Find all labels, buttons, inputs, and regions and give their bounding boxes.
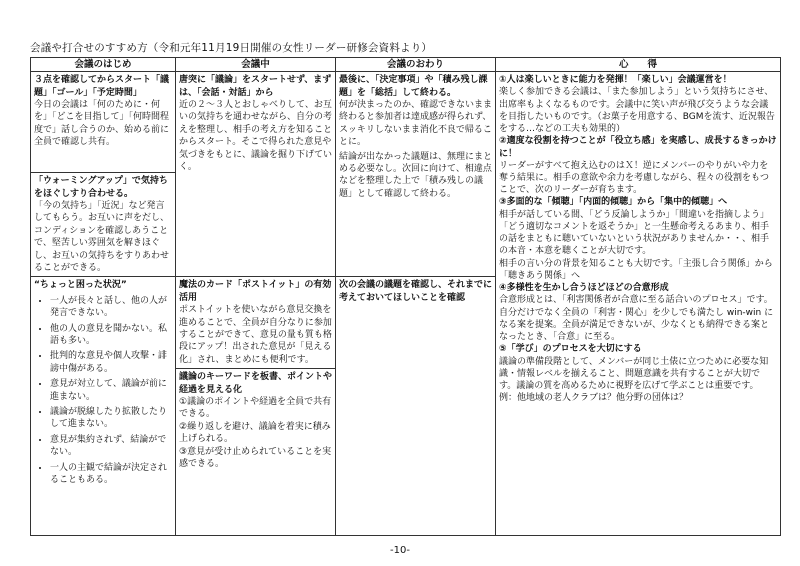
- mindset-section-5: [499, 343, 777, 404]
- trouble-item: • 一人が長々と話し、他の人が発言できない。: [50, 295, 172, 320]
- col2-block2-heading: 魔法のカード「ポストイット」の有効活用: [179, 280, 332, 303]
- page-number: -10-: [390, 545, 410, 556]
- col3-block1-body: 何が決まったのか、確認できないまま終わると参加者は達成感が得られず、スッキリしないまま消化不良で帰ることに。: [339, 99, 493, 148]
- col3-cell-summary: [336, 72, 496, 277]
- trouble-item: • 議論が脱線したり拡散したりして進まない。: [50, 406, 172, 431]
- mindset-section-3-body: 相手が話している間、「どう反論しようか」「間違いを指摘しよう」「どう適切なコメントを返そうか」と一生懸命考えるあまり、相手の話をまともに聴いていないという状況がありませんか・・、相手の本音・本意を聴くことが大切です。: [499, 209, 770, 257]
- trouble-item: • 批判的な意見や個人攻撃・誹謗中傷がある。: [50, 350, 172, 375]
- col1-cell-trouble: [31, 277, 176, 536]
- mindset-section-4-body: 合意形成とは、「利害関係者が合意に至る話合いのプロセス」です。自分だけでなく全員の「利害・関心」を少しでも満たし win-win になる案を提案。全員が満足できないが、少なくとも納得できる案となったとき、「合意」に至る。: [499, 295, 774, 343]
- mindset-section-2: [499, 135, 777, 196]
- col2-block3-item-2: ②繰り返しを避け、議論を着実に積み上げられる。: [179, 421, 331, 445]
- trouble-list: [34, 295, 172, 487]
- col2-block3-item-3: ③意見が受け止められていることを実感できる。: [179, 446, 332, 470]
- col2-block3-heading: 議論のキーワードを板書、ポイントや経過を見える化: [179, 372, 333, 395]
- mindset-section-2-heading: ②適度な役割を持つことが「役立ち感」を実感し、成長するきっかけに！: [499, 136, 777, 159]
- meeting-guide-table: [30, 57, 781, 536]
- col2-block1-heading: 唐突に「議論」をスタートせず、まずは、「会話・対話」から: [179, 75, 332, 98]
- mindset-section-5-body2: 例：他地域の老人クラブは？他分野の団体は？: [499, 393, 689, 404]
- mindset-section-3-body2: 相手の言い分の背景を知ることも大切です。「主張し合う関係」から「聴きあう関係」へ: [499, 258, 773, 281]
- col1-cell-checkpoints: [31, 72, 176, 173]
- mindset-section-5-body: 議論の準備段階として、メンバーが同じ土俵に立つために必要な知識・情報レベルを揃えること、問題意識を共有することが大切です。議論の質を高めるために視野を広げて学ぶことは重要です。: [499, 356, 769, 391]
- col3-block1-heading: 最後に、「決定事項」や「積み残し課題」を「総括」して終わる。: [339, 75, 488, 98]
- header-meeting-start: 会議のはじめ: [31, 58, 176, 72]
- document-title: 会議や打合せのすすめ方（令和元年11月19日開催の女性リーダー研修会資料より）: [30, 42, 433, 54]
- trouble-item: • 一人の主観で結論が決定されることもある。: [50, 462, 172, 487]
- trouble-item: • 他の人の意見を聞かない。私語も多い。: [50, 323, 172, 348]
- mindset-section-3-heading: ③多面的な「傾聴」「内面的傾聴」から「集中的傾聴」へ: [499, 197, 728, 208]
- col2-cell-board: [176, 369, 336, 536]
- mindset-section-1: [499, 74, 777, 135]
- col1-cell-warmup: [31, 173, 176, 277]
- mindset-section-2-body: リーダーがすべて抱え込むのはＸ！逆にメンバーのやりがいや力を奪う結果に。相手の意欲や余力を考慮しながら、程々の役割をもつことで、次のリーダーが育ちます。: [499, 160, 770, 196]
- mindset-section-1-body: 楽しく参加できる会議は、「また参加しよう」という気持ちにさせ、出席率もよくなるものです。会議中に笑い声が飛び交うような会議を目指したいものです。（お菓子を用意する、BGMを流す、近況報告をする…などの工夫も効果的）: [499, 87, 775, 135]
- col4-cell-mindset: [496, 72, 781, 536]
- col3-block2-heading: 次の会議の議題を確認し、それまでに考えておいてほしいことを確認: [339, 280, 493, 303]
- col2-cell-postit: [176, 277, 336, 369]
- trouble-item: • 意見が集約されず、結論がでない。: [50, 434, 172, 459]
- mindset-section-1-heading: ①人は楽しいときに能力を発揮！「楽しい」会議運営を！: [499, 75, 732, 86]
- mindset-section-3: [499, 196, 777, 282]
- header-meeting-end: 会議のおわり: [336, 58, 496, 72]
- col2-cell-conversation: [176, 72, 336, 277]
- trouble-item: • 意見が対立して、議論が前に進まない。: [50, 378, 172, 403]
- mindset-section-5-heading: ⑤「学び」のプロセスを大切にする: [499, 344, 642, 355]
- col1-block1-body: 今日の会議は「何のために・何を」「どこを目指して」「何時間程度で」話し合うのか、始める前に全員で確認し共有。: [34, 99, 170, 148]
- col3-cell-next-agenda: [336, 277, 496, 536]
- col2-block3-item-1: ①議論のポイントや経過を全員で共有できる。: [179, 397, 332, 420]
- col3-block1-body2: 結論が出なかった議題は、無理にまとめる必要なし。次回に向けて、相違点などを整理した上で「積み残しの議題」として確認して終わる。: [339, 151, 493, 199]
- col1-block2-body: 「今の気持ち」「近況」など発言してもらう。お互いに声をだし、コンディションを確認しあうことで、堅苦しい雰囲気を解きほぐし、お互いの気持ちをすりあわせることができる。: [34, 200, 170, 273]
- header-during-meeting: 会議中: [176, 58, 336, 72]
- col2-block1-body: 近の２～３人とおしゃべりして、お互いの気持ちを通わせながら、自分の考えを整理し、相手の考え方を知ることからスタート。そこで得られた意見や気づきをもとに、議論を掘り下げていく。: [179, 99, 333, 172]
- col1-block3-heading: “ちょっと困った状況”: [34, 280, 127, 291]
- col1-block2-heading: 「ウォーミングアップ」で気持ちをほぐしすり合わせる。: [34, 176, 168, 199]
- mindset-section-4: [499, 282, 777, 343]
- mindset-section-4-heading: ④多様性を生かし合うほどほどの合意形成: [499, 283, 669, 294]
- header-row: [31, 58, 781, 72]
- header-mindset: 心 得: [496, 58, 781, 72]
- col1-block1-heading: ３点を確認してからスタート「議題」「ゴール」「予定時間」: [34, 75, 170, 98]
- col2-block2-body: ポストイットを使いながら意見交換を進めることで、全員が自分なりに参加することができて、意見の量も質も格段にアップ！出された意見が「見える化」され、まとめにも便利です。: [179, 305, 332, 365]
